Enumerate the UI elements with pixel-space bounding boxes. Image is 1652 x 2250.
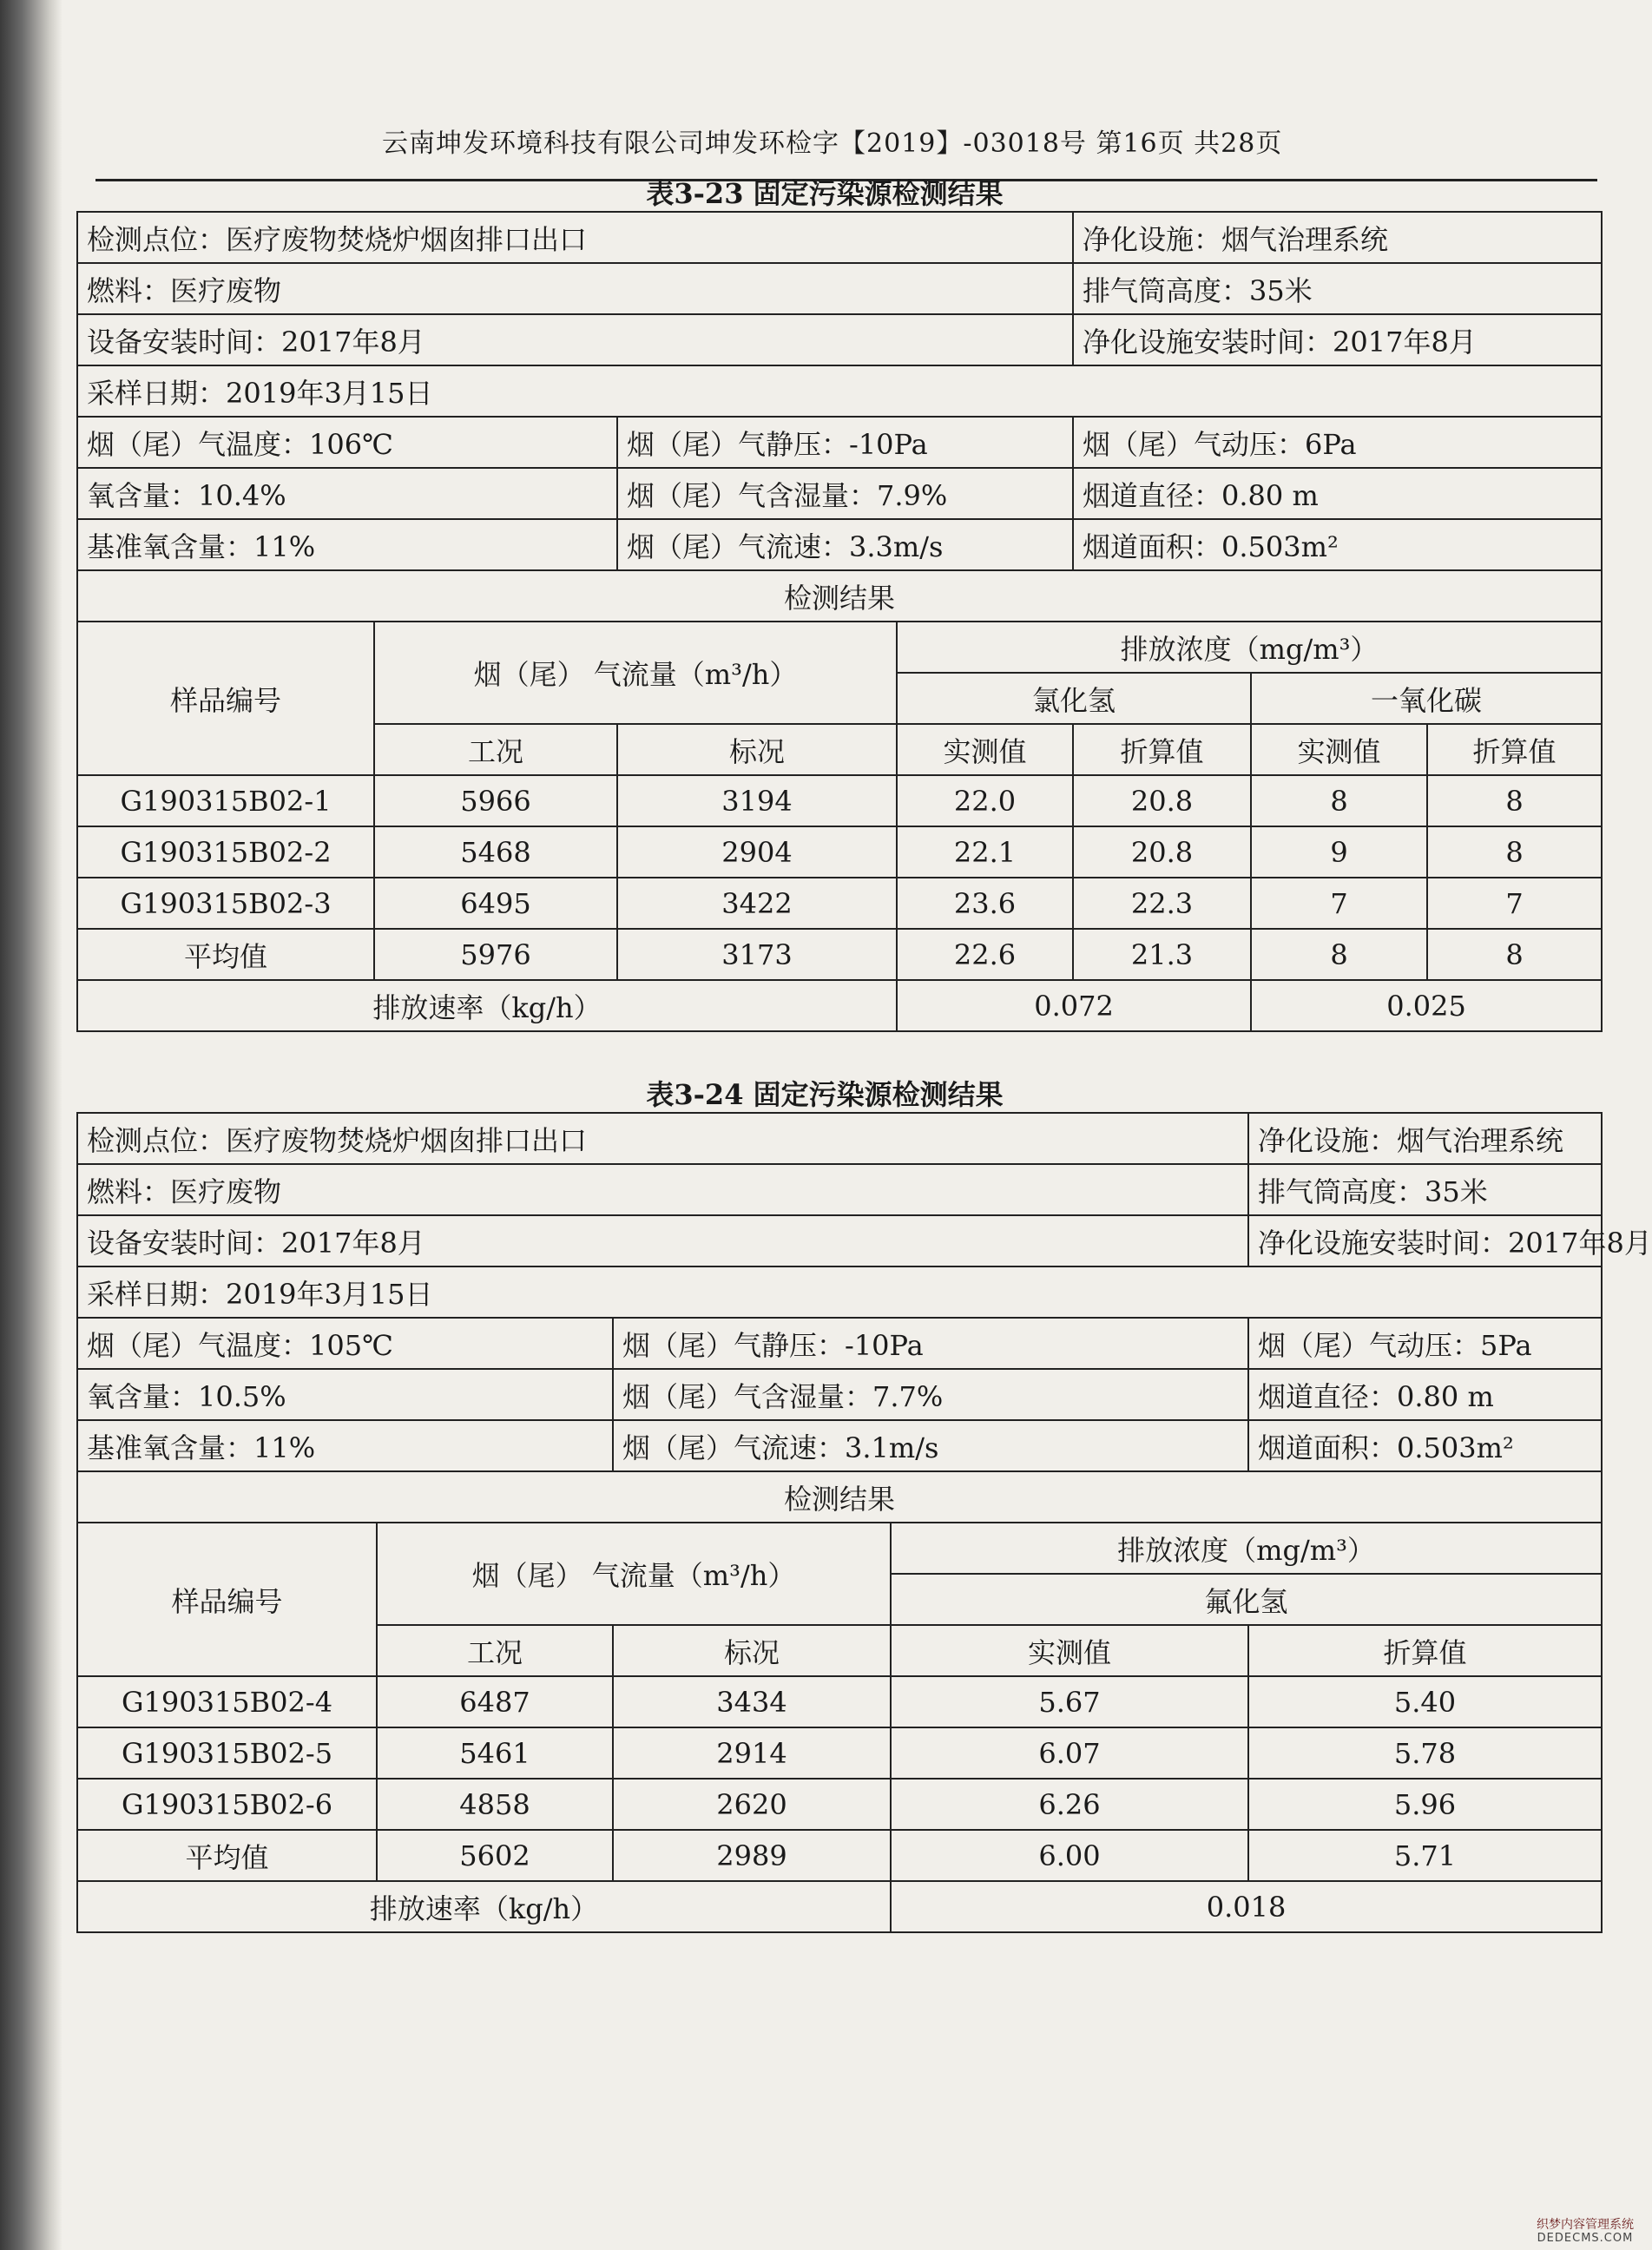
col-emission-conc: 排放浓度（mg/m³） — [897, 622, 1602, 673]
hf-converted: 5.78 — [1248, 1727, 1602, 1779]
gas-velocity: 烟（尾）气流速：3.3m/s — [617, 519, 1073, 570]
hcl-converted: 20.8 — [1073, 826, 1251, 878]
table-1-title: 表3-23 固定污染源检测结果 — [646, 177, 1004, 210]
flow-standard: 2989 — [613, 1830, 891, 1881]
table-3-23 — [76, 211, 1603, 1032]
flow-working: 5966 — [374, 775, 617, 826]
table-row-average — [77, 1830, 1602, 1881]
table-row — [77, 826, 1602, 878]
flow-standard: 3173 — [617, 929, 897, 980]
hcl-converted: 20.8 — [1073, 775, 1251, 826]
sampling-date: 采样日期：2019年3月15日 — [77, 365, 1602, 417]
sample-id: G190315B02-4 — [77, 1676, 377, 1727]
hcl-measured: 22.6 — [897, 929, 1073, 980]
gas-temperature: 烟（尾）气温度：105℃ — [77, 1318, 613, 1369]
flue-diameter: 烟道直径：0.80 m — [1248, 1369, 1602, 1420]
equipment-install-time: 设备安装时间：2017年8月 — [77, 1215, 1248, 1266]
hf-measured: 5.67 — [891, 1676, 1248, 1727]
emission-rate-label: 排放速率（kg/h） — [77, 1881, 891, 1932]
col-hcl-converted: 折算值 — [1073, 724, 1251, 775]
purification-facility: 净化设施：烟气治理系统 — [1073, 212, 1602, 263]
co-emission-rate: 0.025 — [1251, 980, 1602, 1031]
fuel: 燃料：医疗废物 — [77, 1164, 1248, 1215]
flow-working: 5602 — [377, 1830, 613, 1881]
hf-measured: 6.07 — [891, 1727, 1248, 1779]
gas-velocity: 烟（尾）气流速：3.1m/s — [613, 1420, 1248, 1471]
flue-diameter: 烟道直径：0.80 m — [1073, 468, 1602, 519]
static-pressure: 烟（尾）气静压：-10Pa — [617, 417, 1073, 468]
purify-install-time: 净化设施安装时间：2017年8月 — [1248, 1215, 1602, 1266]
sample-id: G190315B02-5 — [77, 1727, 377, 1779]
reference-oxygen: 基准氧含量：11% — [77, 1420, 613, 1471]
flow-standard: 2904 — [617, 826, 897, 878]
table-row — [77, 1727, 1602, 1779]
col-flow-rate: 烟（尾） 气流量（m³/h） — [374, 622, 897, 724]
co-converted: 8 — [1427, 775, 1602, 826]
oxygen-content: 氧含量：10.5% — [77, 1369, 613, 1420]
col-co: 一氧化碳 — [1251, 673, 1602, 724]
col-hf-converted: 折算值 — [1248, 1625, 1602, 1676]
hf-measured: 6.00 — [891, 1830, 1248, 1881]
flow-standard: 3422 — [617, 878, 897, 929]
sample-id: 平均值 — [77, 1830, 377, 1881]
results-heading: 检测结果 — [77, 1471, 1602, 1523]
col-hcl-measured: 实测值 — [897, 724, 1073, 775]
stack-height: 排气筒高度：35米 — [1248, 1164, 1602, 1215]
emission-rate-label: 排放速率（kg/h） — [77, 980, 897, 1031]
watermark-line-1: 织梦内容管理系统 — [1537, 2218, 1634, 2233]
purify-install-time: 净化设施安装时间：2017年8月 — [1073, 314, 1602, 365]
flow-standard: 2620 — [613, 1779, 891, 1830]
sample-id: G190315B02-1 — [77, 775, 374, 826]
sample-id: G190315B02-3 — [77, 878, 374, 929]
col-working: 工况 — [374, 724, 617, 775]
flow-standard: 3434 — [613, 1676, 891, 1727]
flow-working: 4858 — [377, 1779, 613, 1830]
gas-temperature: 烟（尾）气温度：106℃ — [77, 417, 617, 468]
sample-id: G190315B02-2 — [77, 826, 374, 878]
flow-working: 6495 — [374, 878, 617, 929]
hcl-converted: 22.3 — [1073, 878, 1251, 929]
sample-id: 平均值 — [77, 929, 374, 980]
co-converted: 8 — [1427, 929, 1602, 980]
detection-point: 检测点位：医疗废物焚烧炉烟囱排口出口 — [77, 212, 1073, 263]
table-row — [77, 878, 1602, 929]
flow-working: 6487 — [377, 1676, 613, 1727]
col-hf: 氟化氢 — [891, 1574, 1602, 1625]
stack-height: 排气筒高度：35米 — [1073, 263, 1602, 314]
co-measured: 7 — [1251, 878, 1427, 929]
table-row — [77, 775, 1602, 826]
oxygen-content: 氧含量：10.4% — [77, 468, 617, 519]
flow-working: 5976 — [374, 929, 617, 980]
hf-emission-rate: 0.018 — [891, 1881, 1602, 1932]
sample-id: G190315B02-6 — [77, 1779, 377, 1830]
table-2-title: 表3-24 固定污染源检测结果 — [646, 1078, 1004, 1111]
col-working: 工况 — [377, 1625, 613, 1676]
flue-area: 烟道面积：0.503m² — [1248, 1420, 1602, 1471]
detection-point: 检测点位：医疗废物焚烧炉烟囱排口出口 — [77, 1113, 1248, 1164]
table-row-average — [77, 929, 1602, 980]
watermark-line-2: DEDECMS.COM — [1537, 2231, 1634, 2245]
hf-converted: 5.96 — [1248, 1779, 1602, 1830]
sampling-date: 采样日期：2019年3月15日 — [77, 1266, 1602, 1318]
dynamic-pressure: 烟（尾）气动压：6Pa — [1073, 417, 1602, 468]
hcl-converted: 21.3 — [1073, 929, 1251, 980]
table-row — [77, 1676, 1602, 1727]
purification-facility: 净化设施：烟气治理系统 — [1248, 1113, 1602, 1164]
co-measured: 9 — [1251, 826, 1427, 878]
scan-shadow-edge — [0, 0, 63, 2250]
col-sample-id: 样品编号 — [77, 1523, 377, 1676]
hcl-measured: 22.0 — [897, 775, 1073, 826]
page-header: 云南坤发环境科技有限公司坤发环检字【2019】-03018号 第16页 共28页 — [382, 128, 1283, 159]
col-emission-conc: 排放浓度（mg/m³） — [891, 1523, 1602, 1574]
results-heading: 检测结果 — [77, 570, 1602, 622]
equipment-install-time: 设备安装时间：2017年8月 — [77, 314, 1073, 365]
col-hf-measured: 实测值 — [891, 1625, 1248, 1676]
dynamic-pressure: 烟（尾）气动压：5Pa — [1248, 1318, 1602, 1369]
col-sample-id: 样品编号 — [77, 622, 374, 775]
hf-measured: 6.26 — [891, 1779, 1248, 1830]
flow-standard: 3194 — [617, 775, 897, 826]
hcl-measured: 22.1 — [897, 826, 1073, 878]
watermark-logo — [1537, 2219, 1634, 2245]
col-hcl: 氯化氢 — [897, 673, 1251, 724]
table-row — [77, 1779, 1602, 1830]
flow-working: 5468 — [374, 826, 617, 878]
col-co-measured: 实测值 — [1251, 724, 1427, 775]
co-converted: 8 — [1427, 826, 1602, 878]
flue-area: 烟道面积：0.503m² — [1073, 519, 1602, 570]
hf-converted: 5.40 — [1248, 1676, 1602, 1727]
col-standard: 标况 — [613, 1625, 891, 1676]
hcl-emission-rate: 0.072 — [897, 980, 1251, 1031]
moisture-content: 烟（尾）气含湿量：7.9% — [617, 468, 1073, 519]
static-pressure: 烟（尾）气静压：-10Pa — [613, 1318, 1248, 1369]
moisture-content: 烟（尾）气含湿量：7.7% — [613, 1369, 1248, 1420]
hf-converted: 5.71 — [1248, 1830, 1602, 1881]
fuel: 燃料：医疗废物 — [77, 263, 1073, 314]
reference-oxygen: 基准氧含量：11% — [77, 519, 617, 570]
flow-working: 5461 — [377, 1727, 613, 1779]
col-standard: 标况 — [617, 724, 897, 775]
table-3-24 — [76, 1112, 1652, 1933]
co-measured: 8 — [1251, 929, 1427, 980]
col-co-converted: 折算值 — [1427, 724, 1602, 775]
col-flow-rate: 烟（尾） 气流量（m³/h） — [377, 1523, 891, 1625]
co-measured: 8 — [1251, 775, 1427, 826]
flow-standard: 2914 — [613, 1727, 891, 1779]
hcl-measured: 23.6 — [897, 878, 1073, 929]
co-converted: 7 — [1427, 878, 1602, 929]
